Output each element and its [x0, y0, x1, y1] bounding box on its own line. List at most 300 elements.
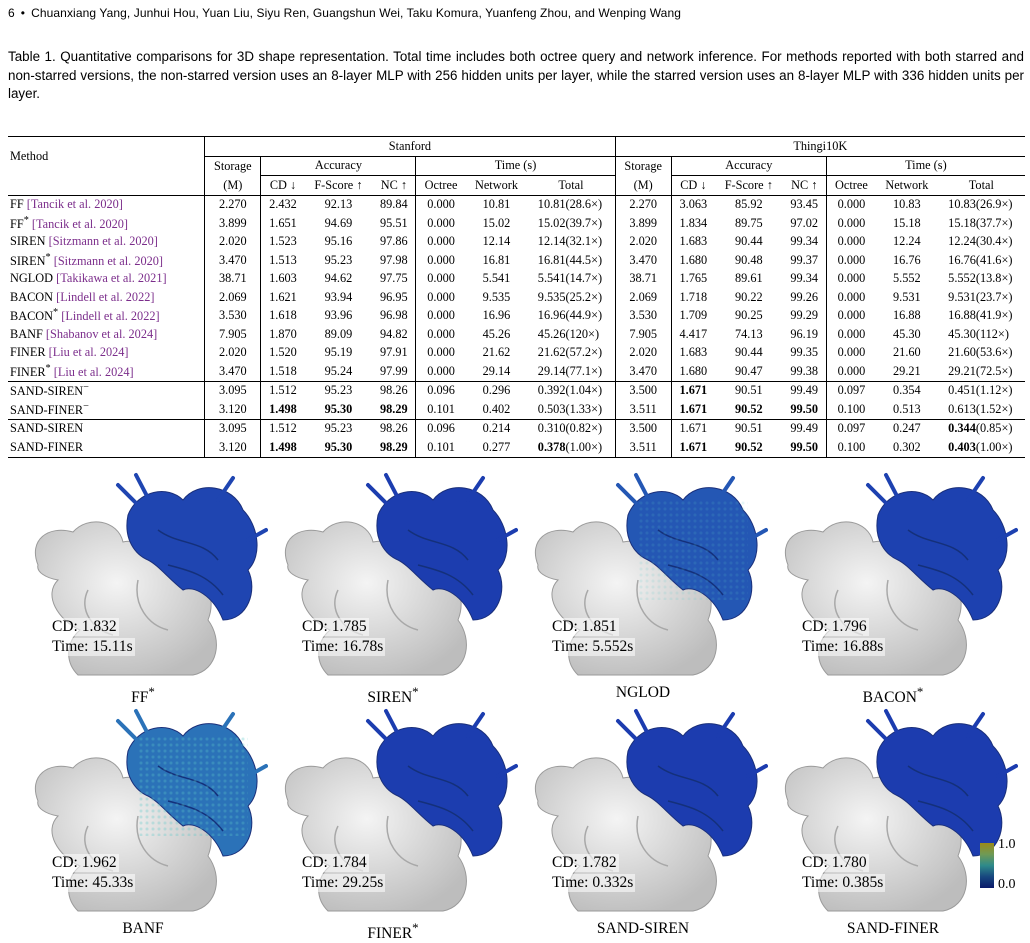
nc-header: NC ↑	[783, 176, 827, 196]
cd-value: CD: 1.780	[802, 854, 867, 871]
method-label-name: FF	[131, 689, 149, 707]
table-cell: 99.29	[790, 308, 819, 323]
table-cell: 94.62	[324, 271, 353, 286]
table-cell: 98.29	[380, 439, 408, 454]
cd-value: CD: 1.832	[52, 618, 117, 635]
method-name: SIREN	[10, 253, 46, 268]
method-cell	[8, 214, 205, 233]
table-cell: 97.02	[790, 215, 819, 230]
citation-link[interactable]: [Sitzmann et al. 2020]	[53, 253, 164, 268]
result-panel	[268, 470, 518, 707]
table-cell: 99.37	[790, 252, 819, 267]
table-cell: 0.101	[416, 438, 466, 457]
page-number: 6	[8, 6, 15, 20]
table-cell: 1.621	[261, 288, 305, 307]
table-cell: 0.000	[826, 195, 876, 214]
method-label	[518, 920, 768, 938]
method-name: SAND-FINER	[10, 402, 84, 417]
table-cell: 45.26	[537, 326, 566, 341]
table-cell: 1.523	[261, 233, 305, 252]
table-cell: 3.511	[615, 400, 671, 419]
table-row	[8, 195, 1025, 214]
table-cell: 0.277	[482, 439, 511, 454]
table-cell: 0.096	[416, 419, 466, 438]
method-label-superscript: *	[412, 920, 419, 935]
method-name: SIREN	[10, 234, 46, 249]
table-cell: 1.520	[261, 344, 305, 363]
table-cell: 16.76	[893, 252, 921, 267]
table-row	[8, 362, 1025, 381]
table-cell: 0.000	[416, 288, 466, 307]
table-cell: 0.402	[482, 401, 511, 416]
method-label	[768, 684, 1018, 707]
table-cell: 0.000	[416, 251, 466, 270]
table-cell: 16.88	[893, 308, 921, 323]
method-superscript: −	[83, 382, 89, 394]
table-cell: 16.76	[948, 252, 976, 267]
citation-link[interactable]: [Liu et al. 2024]	[48, 345, 129, 360]
table-cell: 3.470	[205, 251, 261, 270]
method-superscript: −	[83, 400, 89, 412]
table-cell: 0.000	[416, 233, 466, 252]
method-cell	[8, 270, 205, 289]
table-cell: 95.23	[324, 421, 353, 436]
table-cell: (39.7×)	[565, 215, 603, 230]
method-name: SAND-SIREN	[10, 384, 84, 399]
table-cell: 89.75	[734, 215, 763, 230]
table-cell: 10.81	[482, 197, 511, 212]
table-cell: 2.020	[205, 344, 261, 363]
table-cell: 2.020	[205, 233, 261, 252]
table-cell: 21.62	[537, 345, 566, 360]
method-name: FF	[10, 197, 24, 212]
storage-unit: (M)	[615, 176, 671, 196]
citation-link[interactable]: [Lindell et al. 2022]	[56, 289, 155, 304]
method-name: SAND-SIREN	[10, 421, 84, 436]
table-cell: (13.8×)	[975, 271, 1013, 286]
table-row	[8, 381, 1025, 400]
table-cell: 10.83	[948, 197, 976, 212]
citation-link[interactable]: [Takikawa et al. 2021]	[56, 271, 167, 286]
table-cell: 1.683	[671, 344, 715, 363]
table-cell: 3.500	[615, 381, 671, 400]
table-cell: 96.95	[380, 289, 408, 304]
time-header: Time (s)	[826, 156, 1025, 176]
table-cell: (14.7×)	[565, 271, 603, 286]
table-cell: (1.33×)	[565, 401, 603, 416]
method-label	[268, 920, 518, 943]
table-cell: 1.834	[671, 214, 715, 233]
time-header: Time (s)	[416, 156, 615, 176]
table-cell: 1.680	[671, 251, 715, 270]
table-cell: 12.14	[537, 234, 566, 249]
table-cell: 97.86	[380, 234, 408, 249]
table-cell: 16.88	[948, 308, 976, 323]
table-cell: 0.097	[826, 381, 876, 400]
table-cell: 95.51	[380, 215, 408, 230]
table-cell: 1.870	[261, 325, 305, 344]
method-superscript: *	[53, 307, 59, 319]
table-cell: 97.99	[380, 363, 408, 378]
table-cell: 15.18	[948, 215, 976, 230]
table-cell: 1.651	[261, 214, 305, 233]
table-cell: 0.000	[416, 307, 466, 326]
table-cell: 0.000	[416, 325, 466, 344]
fscore-header: F-Score ↑	[715, 176, 783, 196]
table-cell: 3.511	[615, 438, 671, 457]
method-label	[518, 684, 768, 702]
table-cell: 96.19	[790, 326, 819, 341]
table-cell: 99.34	[790, 271, 819, 286]
table-row	[8, 307, 1025, 326]
table-cell: 99.50	[790, 439, 819, 454]
total-header: Total	[527, 176, 615, 196]
stanford-header: Stanford	[205, 137, 615, 157]
method-label-superscript: *	[412, 684, 419, 699]
table-cell: 94.82	[380, 326, 408, 341]
method-cell	[8, 419, 205, 438]
method-cell	[8, 438, 205, 457]
table-cell: 95.24	[324, 363, 353, 378]
method-label-name: BACON	[862, 689, 917, 707]
time-value: Time: 5.552s	[552, 638, 634, 655]
table-cell: 7.905	[205, 325, 261, 344]
method-cell	[8, 381, 205, 400]
table-cell: 1.498	[261, 438, 305, 457]
method-label-name: BANF	[122, 920, 164, 937]
table-cell: (72.5×)	[975, 363, 1013, 378]
table-cell: 93.94	[324, 289, 353, 304]
method-header: Method	[10, 148, 49, 163]
table-cell: 0.000	[826, 362, 876, 381]
method-label-name: SIREN	[367, 689, 413, 707]
table-cell: 1.512	[261, 419, 305, 438]
table-cell: (1.00×)	[565, 439, 603, 454]
table-cell: (112×)	[975, 326, 1009, 341]
table-cell: 74.13	[734, 326, 763, 341]
citation-link[interactable]: [Liu et al. 2024]	[53, 364, 134, 379]
table-cell: 90.44	[734, 345, 763, 360]
comparison-table	[8, 136, 1025, 458]
table-cell: 0.000	[826, 344, 876, 363]
method-label-superscript: *	[916, 684, 924, 699]
cd-value: CD: 1.962	[52, 854, 117, 871]
table-cell: (26.9×)	[975, 197, 1013, 212]
table-cell: (1.00×)	[975, 439, 1013, 454]
table-cell: 10.81	[537, 197, 566, 212]
table-cell: 0.100	[826, 438, 876, 457]
citation-link[interactable]: [Lindell et al. 2022]	[61, 309, 160, 324]
table-cell: 2.069	[615, 288, 671, 307]
table-cell: 4.417	[671, 325, 715, 344]
table-cell: 12.24	[948, 234, 976, 249]
table-cell: 99.49	[790, 421, 819, 436]
method-label	[768, 920, 1018, 938]
colorbar-max-label: 1.0	[998, 837, 1016, 852]
table-cell: 98.26	[380, 383, 408, 398]
table-cell: (77.1×)	[565, 363, 603, 378]
table-cell: (0.82×)	[565, 421, 603, 436]
table-cell: 15.02	[537, 215, 566, 230]
table-cell: 29.14	[537, 363, 566, 378]
method-label-name: NGLOD	[615, 684, 671, 701]
table-cell: 16.96	[537, 308, 566, 323]
running-header	[8, 6, 681, 20]
method-label	[268, 684, 518, 707]
method-label-name: FINER	[367, 925, 413, 943]
table-cell: 95.30	[324, 439, 353, 454]
table-cell: 0.000	[826, 288, 876, 307]
table-cell: 98.26	[380, 421, 408, 436]
method-cell	[8, 195, 205, 214]
table-cell: 92.13	[324, 197, 353, 212]
table-cell: 0.296	[482, 383, 511, 398]
table-cell: 21.60	[948, 345, 976, 360]
table-cell: 3.530	[615, 307, 671, 326]
table-cell: 29.21	[893, 363, 921, 378]
table-cell: 3.500	[615, 419, 671, 438]
octree-header: Octree	[826, 176, 876, 196]
time-value: Time: 16.78s	[302, 638, 384, 655]
method-cell	[8, 288, 205, 307]
table-cell: 97.75	[380, 271, 408, 286]
table-cell: 38.71	[205, 270, 261, 289]
table-cell: 1.498	[261, 400, 305, 419]
table-cell: 3.095	[205, 381, 261, 400]
table-cell: 1.671	[671, 419, 715, 438]
table-cell: (1.04×)	[565, 383, 603, 398]
method-cell	[8, 325, 205, 344]
method-name: SAND-FINER	[10, 439, 84, 454]
method-name: BACON	[10, 309, 54, 324]
thingi-header: Thingi10K	[615, 137, 1025, 157]
table-row	[8, 400, 1025, 419]
table-cell: 3.120	[205, 438, 261, 457]
table-cell: 0.344	[948, 421, 976, 436]
table-cell: 3.470	[205, 362, 261, 381]
table-cell: (1.52×)	[975, 401, 1013, 416]
table-cell: 3.899	[615, 214, 671, 233]
table-cell: 0.101	[416, 400, 466, 419]
method-cell	[8, 400, 205, 419]
table-cell: 89.09	[324, 326, 353, 341]
table-cell: 9.535	[482, 289, 511, 304]
table-row	[8, 344, 1025, 363]
fscore-header: F-Score ↑	[305, 176, 373, 196]
octree-header: Octree	[416, 176, 466, 196]
table-cell: 12.24	[893, 234, 921, 249]
table-cell: 99.34	[790, 234, 819, 249]
result-panel	[518, 470, 768, 704]
method-cell	[8, 233, 205, 252]
table-cell: 93.45	[790, 197, 819, 212]
table-cell: 99.38	[790, 363, 819, 378]
table-cell: (41.9×)	[975, 308, 1013, 323]
table-cell: 5.541	[537, 271, 566, 286]
table-cell: 5.552	[893, 271, 921, 286]
table-cell: 0.378	[537, 439, 566, 454]
citation-link[interactable]: [Tancik et al. 2020]	[26, 197, 123, 212]
time-value: Time: 29.25s	[302, 874, 384, 891]
table-cell: 0.247	[893, 421, 921, 436]
time-value: Time: 16.88s	[802, 638, 884, 655]
table-cell: 95.19	[324, 345, 353, 360]
cd-header: CD ↓	[261, 176, 305, 196]
table-row	[8, 288, 1025, 307]
table-cell: 1.671	[671, 438, 715, 457]
table-cell: 29.21	[948, 363, 976, 378]
table-cell: (1.12×)	[975, 383, 1013, 398]
table-cell: 5.541	[482, 271, 511, 286]
table-cell: 3.530	[205, 307, 261, 326]
citation-link[interactable]: [Sitzmann et al. 2020]	[48, 234, 158, 249]
method-name: FINER	[10, 345, 46, 360]
table-cell: 95.16	[324, 234, 353, 249]
time-value: Time: 0.385s	[802, 874, 884, 891]
table-cell: 1.671	[671, 400, 715, 419]
table-cell: 3.120	[205, 400, 261, 419]
table-cell: 16.81	[482, 252, 511, 267]
table-row	[8, 325, 1025, 344]
table-cell: (37.7×)	[975, 215, 1013, 230]
table-cell: 90.52	[734, 401, 763, 416]
method-cell	[8, 344, 205, 363]
table-cell: 2.020	[615, 344, 671, 363]
table-cell: 90.48	[734, 252, 763, 267]
table-cell: (32.1×)	[565, 234, 603, 249]
table-cell: 97.91	[380, 345, 408, 360]
method-label-name: SAND-SIREN	[596, 920, 690, 937]
table-cell: 5.552	[948, 271, 976, 286]
table-cell: 1.718	[671, 288, 715, 307]
table-cell: 90.44	[734, 234, 763, 249]
table-cell: 2.069	[205, 288, 261, 307]
table-cell: 1.680	[671, 362, 715, 381]
accuracy-header: Accuracy	[261, 156, 416, 176]
table-caption: Table 1. Quantitative comparisons for 3D shape representation. Total time includes both octree query and network inference. For methods reported with both starred and non-starred versions, the non-starred version uses an 8-layer MLP with 256 hidden units per layer, while the starred version uses an 8-layer MLP with 336 hidden units per layer.	[8, 49, 1024, 101]
table-cell: 12.14	[482, 234, 511, 249]
table-cell: 90.47	[734, 363, 763, 378]
total-header: Total	[938, 176, 1025, 196]
table-cell: 0.613	[948, 401, 976, 416]
table-cell: 90.51	[734, 383, 763, 398]
table-cell: 0.000	[416, 214, 466, 233]
table-cell: 0.000	[416, 344, 466, 363]
table-cell: (30.4×)	[975, 234, 1013, 249]
table-cell: 2.432	[261, 195, 305, 214]
table-cell: 95.23	[324, 383, 353, 398]
method-name: FINER	[10, 364, 46, 379]
method-cell	[8, 251, 205, 270]
colorbar-min-label: 0.0	[998, 877, 1016, 892]
result-panel	[518, 706, 768, 940]
result-panel	[268, 706, 518, 943]
network-header: Network	[876, 176, 938, 196]
table-cell: 10.83	[893, 197, 921, 212]
table-cell: 90.25	[734, 308, 763, 323]
table-cell: 0.214	[482, 421, 511, 436]
storage-unit: (M)	[205, 176, 261, 196]
table-cell: 89.84	[380, 197, 408, 212]
table-cell: 97.98	[380, 252, 408, 267]
method-superscript: *	[45, 362, 51, 374]
table-cell: 0.000	[416, 270, 466, 289]
table-cell: 2.270	[615, 195, 671, 214]
table-cell: (23.7×)	[975, 289, 1013, 304]
result-panel	[768, 706, 1018, 940]
table-cell: 0.302	[893, 439, 921, 454]
table-cell: 1.513	[261, 251, 305, 270]
table-cell: 45.30	[948, 326, 976, 341]
table-cell: (41.6×)	[975, 252, 1013, 267]
result-panel	[18, 470, 268, 707]
table-cell: 94.69	[324, 215, 353, 230]
cd-value: CD: 1.785	[302, 618, 367, 635]
table-cell: 21.60	[893, 345, 921, 360]
cd-value: CD: 1.796	[802, 618, 867, 635]
table-cell: 2.020	[615, 233, 671, 252]
accuracy-header: Accuracy	[671, 156, 826, 176]
table-cell: (57.2×)	[565, 345, 603, 360]
table-cell: 99.49	[790, 383, 819, 398]
cd-value: CD: 1.784	[302, 854, 367, 871]
table-cell: 0.000	[826, 325, 876, 344]
table-cell: (120×)	[565, 326, 600, 341]
table-cell: 0.000	[826, 270, 876, 289]
table-cell: 3.470	[615, 362, 671, 381]
table-row	[8, 438, 1025, 457]
table-cell: (25.2×)	[565, 289, 603, 304]
method-name: FF	[10, 216, 24, 231]
table-cell: 3.063	[671, 195, 715, 214]
method-label	[18, 684, 268, 707]
table-cell: 0.000	[826, 251, 876, 270]
table-row	[8, 419, 1025, 438]
table-cell: 1.512	[261, 381, 305, 400]
table-cell: 93.96	[324, 308, 353, 323]
citation-link[interactable]: [Shabanov et al. 2024]	[45, 326, 158, 341]
table-row	[8, 233, 1025, 252]
table-cell: (53.6×)	[975, 345, 1013, 360]
time-value: Time: 0.332s	[552, 874, 634, 891]
table-cell: 0.354	[893, 383, 921, 398]
citation-link[interactable]: [Tancik et al. 2020]	[31, 216, 129, 231]
table-cell: (44.9×)	[565, 308, 603, 323]
table-cell: 0.000	[416, 195, 466, 214]
error-speckle	[138, 736, 248, 836]
table-cell: 99.26	[790, 289, 819, 304]
table-cell: 0.000	[826, 233, 876, 252]
table-cell: 0.403	[948, 439, 976, 454]
table-cell: 89.61	[734, 271, 763, 286]
table-cell: 96.98	[380, 308, 408, 323]
table-cell: 0.310	[537, 421, 566, 436]
table-cell: 99.35	[790, 345, 819, 360]
table-cell: 1.618	[261, 307, 305, 326]
table-cell: 29.14	[482, 363, 511, 378]
table-cell: 1.683	[671, 233, 715, 252]
table-cell: 16.96	[482, 308, 511, 323]
method-cell	[8, 307, 205, 326]
cd-value: CD: 1.782	[552, 854, 617, 871]
table-row	[8, 270, 1025, 289]
table-cell: 3.470	[615, 251, 671, 270]
result-panel	[768, 470, 1018, 707]
result-panel	[18, 706, 268, 940]
table-cell: 90.51	[734, 421, 763, 436]
table-cell: 3.095	[205, 419, 261, 438]
method-superscript: *	[45, 251, 51, 263]
